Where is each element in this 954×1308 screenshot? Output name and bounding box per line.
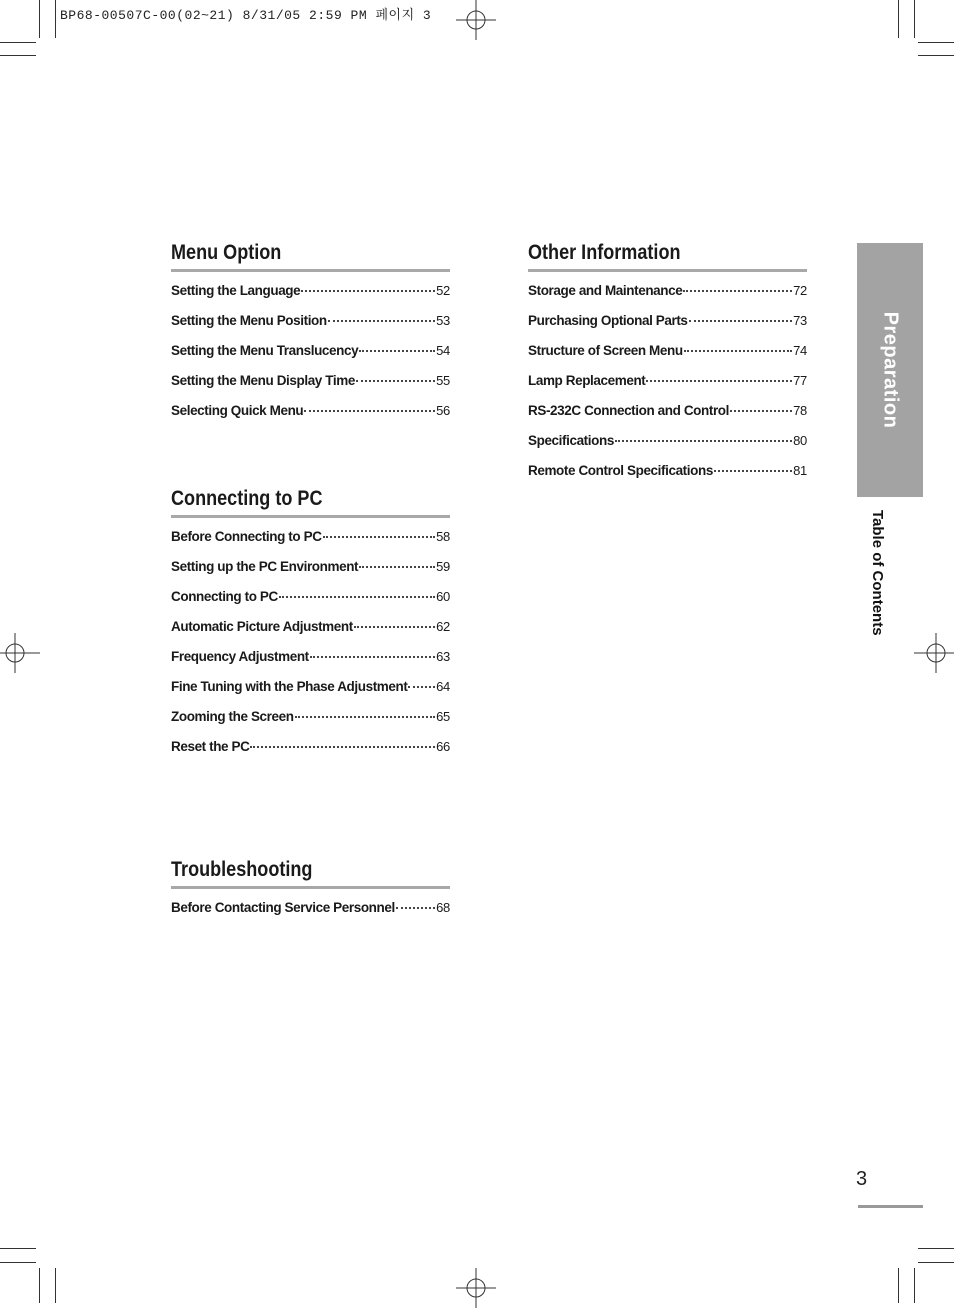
toc-entry-page: 62 bbox=[436, 619, 450, 634]
toc-entry[interactable] bbox=[171, 283, 450, 313]
toc-leader-dots bbox=[359, 350, 435, 352]
section-connecting-to-pc bbox=[171, 487, 450, 769]
toc-leader-dots bbox=[304, 410, 435, 412]
toc-entry-title: RS-232C Connection and Control bbox=[528, 403, 730, 418]
toc-entry-title: Before Contacting Service Personnel bbox=[171, 900, 395, 915]
toc-entry-title: Storage and Maintenance bbox=[528, 283, 683, 298]
toc-entry-title: Structure of Screen Menu bbox=[528, 343, 683, 358]
side-sublabel-text: Table of Contents bbox=[869, 510, 886, 636]
toc-list bbox=[171, 900, 450, 930]
toc-leader-dots bbox=[328, 320, 435, 322]
toc-entry-page: 66 bbox=[436, 739, 450, 754]
page-number: 3 bbox=[856, 1168, 868, 1190]
section-heading: Connecting to PC bbox=[171, 487, 323, 510]
toc-entry-title: Zooming the Screen bbox=[171, 709, 294, 724]
toc-entry[interactable] bbox=[171, 343, 450, 373]
toc-entry-title: Remote Control Specifications bbox=[528, 463, 713, 478]
toc-entry-page: 63 bbox=[436, 649, 450, 664]
toc-entry[interactable] bbox=[171, 373, 450, 403]
toc-entry[interactable] bbox=[171, 739, 450, 769]
toc-leader-dots bbox=[615, 440, 792, 442]
toc-entry[interactable] bbox=[171, 589, 450, 619]
registration-mark-bottom bbox=[456, 1268, 496, 1308]
toc-leader-dots bbox=[359, 566, 435, 568]
toc-leader-dots bbox=[354, 626, 435, 628]
section-rule bbox=[171, 886, 450, 889]
toc-entry[interactable] bbox=[171, 313, 450, 343]
toc-entry-page: 77 bbox=[793, 373, 807, 388]
toc-entry-title: Setting the Menu Position bbox=[171, 313, 327, 328]
toc-leader-dots bbox=[683, 290, 792, 292]
toc-leader-dots bbox=[301, 290, 435, 292]
toc-leader-dots bbox=[396, 907, 435, 909]
toc-entry-page: 55 bbox=[436, 373, 450, 388]
toc-entry[interactable] bbox=[528, 463, 807, 493]
toc-entry-title: Setting the Menu Display Time bbox=[171, 373, 355, 388]
toc-entry[interactable] bbox=[528, 433, 807, 463]
toc-entry[interactable] bbox=[171, 559, 450, 589]
section-heading: Other Information bbox=[528, 241, 681, 264]
toc-entry-title: Fine Tuning with the Phase Adjustment bbox=[171, 679, 408, 694]
toc-entry-page: 80 bbox=[793, 433, 807, 448]
section-heading: Menu Option bbox=[171, 241, 282, 264]
toc-entry-title: Lamp Replacement bbox=[528, 373, 646, 388]
toc-entry[interactable] bbox=[171, 403, 450, 433]
toc-entry[interactable] bbox=[528, 313, 807, 343]
toc-leader-dots bbox=[295, 716, 436, 718]
section-menu-option bbox=[171, 241, 450, 433]
toc-entry-title: Connecting to PC bbox=[171, 589, 278, 604]
toc-entry-title: Specifications bbox=[528, 433, 614, 448]
toc-list bbox=[171, 529, 450, 769]
toc-leader-dots bbox=[310, 656, 435, 658]
toc-entry-title: Setting up the PC Environment bbox=[171, 559, 359, 574]
toc-entry-title: Automatic Picture Adjustment bbox=[171, 619, 353, 634]
toc-entry-page: 64 bbox=[436, 679, 450, 694]
toc-entry-page: 58 bbox=[436, 529, 450, 544]
toc-list bbox=[171, 283, 450, 433]
toc-entry-page: 65 bbox=[436, 709, 450, 724]
toc-entry[interactable] bbox=[171, 529, 450, 559]
toc-entry-title: Reset the PC bbox=[171, 739, 250, 754]
toc-entry-page: 68 bbox=[436, 900, 450, 915]
toc-entry[interactable] bbox=[171, 649, 450, 679]
toc-leader-dots bbox=[323, 536, 436, 538]
toc-entry[interactable] bbox=[528, 283, 807, 313]
section-rule bbox=[171, 515, 450, 518]
toc-entry-page: 59 bbox=[436, 559, 450, 574]
toc-entry-page: 56 bbox=[436, 403, 450, 418]
toc-entry[interactable] bbox=[171, 679, 450, 709]
section-rule bbox=[171, 269, 450, 272]
toc-entry-title: Purchasing Optional Parts bbox=[528, 313, 688, 328]
toc-entry-title: Before Connecting to PC bbox=[171, 529, 322, 544]
toc-leader-dots bbox=[684, 350, 792, 352]
section-troubleshooting bbox=[171, 858, 450, 930]
section-heading: Troubleshooting bbox=[171, 858, 313, 881]
toc-leader-dots bbox=[250, 746, 435, 748]
toc-entry-page: 78 bbox=[793, 403, 807, 418]
toc-leader-dots bbox=[646, 380, 792, 382]
toc-leader-dots bbox=[356, 380, 435, 382]
registration-mark-right bbox=[914, 633, 954, 673]
toc-entry-page: 72 bbox=[793, 283, 807, 298]
registration-mark-top bbox=[456, 0, 496, 40]
toc-entry-page: 81 bbox=[793, 463, 807, 478]
toc-entry-page: 73 bbox=[793, 313, 807, 328]
toc-entry-title: Setting the Menu Translucency bbox=[171, 343, 359, 358]
toc-leader-dots bbox=[689, 320, 793, 322]
toc-entry-title: Selecting Quick Menu bbox=[171, 403, 304, 418]
toc-entry[interactable] bbox=[171, 619, 450, 649]
toc-leader-dots bbox=[279, 596, 435, 598]
registration-mark-left bbox=[0, 633, 40, 673]
toc-entry-title: Setting the Language bbox=[171, 283, 301, 298]
toc-entry[interactable] bbox=[528, 403, 807, 433]
print-header: BP68-00507C-00(02~21) 8/31/05 2:59 PM 페이지 3 bbox=[60, 8, 432, 23]
toc-entry[interactable] bbox=[171, 709, 450, 739]
section-other-information bbox=[528, 241, 807, 493]
section-rule bbox=[528, 269, 807, 272]
side-tab-label: Preparation bbox=[879, 311, 902, 429]
toc-entry-page: 54 bbox=[436, 343, 450, 358]
page-number-rule bbox=[858, 1205, 923, 1208]
toc-entry-title: Frequency Adjustment bbox=[171, 649, 309, 664]
toc-entry[interactable] bbox=[171, 900, 450, 930]
toc-entry[interactable] bbox=[528, 343, 807, 373]
toc-entry[interactable] bbox=[528, 373, 807, 403]
toc-leader-dots bbox=[730, 410, 792, 412]
toc-entry-page: 52 bbox=[436, 283, 450, 298]
toc-list bbox=[528, 283, 807, 493]
side-tab-preparation bbox=[857, 243, 923, 497]
toc-entry-page: 74 bbox=[793, 343, 807, 358]
toc-entry-page: 60 bbox=[436, 589, 450, 604]
toc-leader-dots bbox=[408, 686, 435, 688]
toc-leader-dots bbox=[714, 470, 792, 472]
toc-entry-page: 53 bbox=[436, 313, 450, 328]
